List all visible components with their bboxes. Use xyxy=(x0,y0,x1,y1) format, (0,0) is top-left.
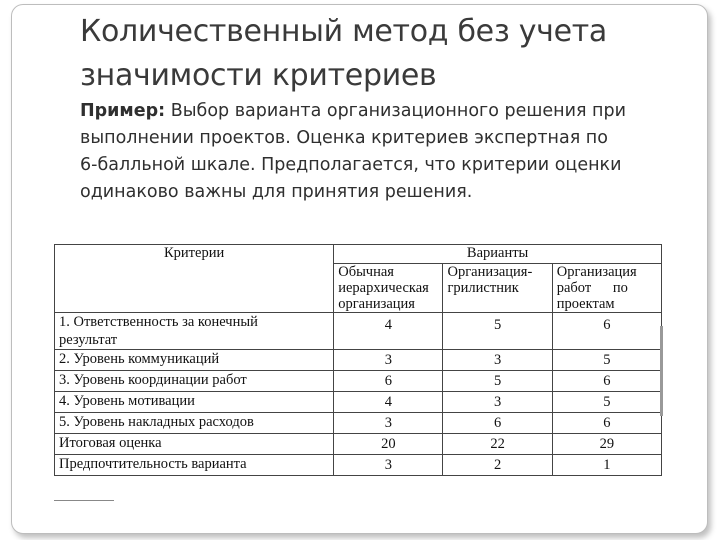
cell-value: 6 xyxy=(552,413,661,434)
table-row xyxy=(55,371,662,392)
criteria-table-wrap xyxy=(54,244,662,496)
cell-value: 5 xyxy=(552,350,661,371)
variant-3-line-3: проектам xyxy=(556,296,615,312)
row-label: Итоговая оценка xyxy=(55,434,334,455)
row-label: 5. Уровень накладных расходов xyxy=(55,413,334,434)
table-row xyxy=(55,350,662,371)
divider xyxy=(54,500,114,501)
variant-1-line-1: Обычная xyxy=(338,264,394,280)
cell-value: 6 xyxy=(334,371,443,392)
row-label: 4. Уровень мотивации xyxy=(55,392,334,413)
variant-2-line-2: грилистник xyxy=(447,280,519,296)
criteria-table xyxy=(54,244,662,476)
variant-header-2 xyxy=(443,264,552,313)
body-line-1 xyxy=(80,98,690,125)
cell-value: 3 xyxy=(334,455,443,476)
cell-value: 6 xyxy=(552,313,661,350)
cell-value: 1 xyxy=(552,455,661,476)
row-1-label-line-2: результат xyxy=(59,332,118,348)
cell-value: 5 xyxy=(443,313,552,350)
variant-2-line-1: Организация- xyxy=(447,264,533,280)
table-header-row xyxy=(55,245,662,264)
table-row xyxy=(55,455,662,476)
body-line-4: одинаково важны для принятия решения. xyxy=(80,182,473,202)
criteria-header: Критерии xyxy=(55,245,334,313)
cell-value: 3 xyxy=(334,350,443,371)
table-row xyxy=(55,392,662,413)
cell-value: 3 xyxy=(443,392,552,413)
cell-value: 20 xyxy=(334,434,443,455)
cell-value: 2 xyxy=(443,455,552,476)
table-row xyxy=(55,413,662,434)
cell-value: 4 xyxy=(334,313,443,350)
row-1-label-line-1: 1. Ответственность за конечный xyxy=(59,314,258,330)
variant-3-line-2: работ по xyxy=(556,280,628,296)
row-label: 3. Уровень координации работ xyxy=(55,371,334,392)
cell-value: 6 xyxy=(443,413,552,434)
row-label xyxy=(55,313,334,350)
cell-value: 22 xyxy=(443,434,552,455)
slide-title-line-1: Количественный метод без учета xyxy=(80,14,608,49)
variant-1-line-3: организация xyxy=(338,296,415,312)
table-row xyxy=(55,313,662,350)
cell-value: 5 xyxy=(443,371,552,392)
table-row xyxy=(55,434,662,455)
cell-value: 4 xyxy=(334,392,443,413)
divider xyxy=(660,326,663,416)
variant-header-1 xyxy=(334,264,443,313)
cell-value: 5 xyxy=(552,392,661,413)
variant-header-3 xyxy=(552,264,661,313)
slide-body xyxy=(80,98,690,206)
body-line-1-text: Выбор варианта организационного решения при xyxy=(165,101,626,121)
variants-header: Варианты xyxy=(334,245,662,264)
slide-title-line-2: значимости критериев xyxy=(80,58,437,93)
cell-value: 3 xyxy=(443,350,552,371)
row-label: Предпочтительность варианта xyxy=(55,455,334,476)
cell-value: 29 xyxy=(552,434,661,455)
body-line-3: 6-балльной шкале. Предполагается, что критерии оценки xyxy=(80,155,622,175)
slide-title xyxy=(80,10,680,98)
cell-value: 3 xyxy=(334,413,443,434)
body-line-2: выполнении проектов. Оценка критериев экспертная по xyxy=(80,128,608,148)
row-label: 2. Уровень коммуникаций xyxy=(55,350,334,371)
variant-3-line-1: Организация xyxy=(556,264,637,280)
body-lead: Пример: xyxy=(80,101,166,121)
variant-1-line-2: иерархическая xyxy=(338,280,429,296)
cell-value: 6 xyxy=(552,371,661,392)
